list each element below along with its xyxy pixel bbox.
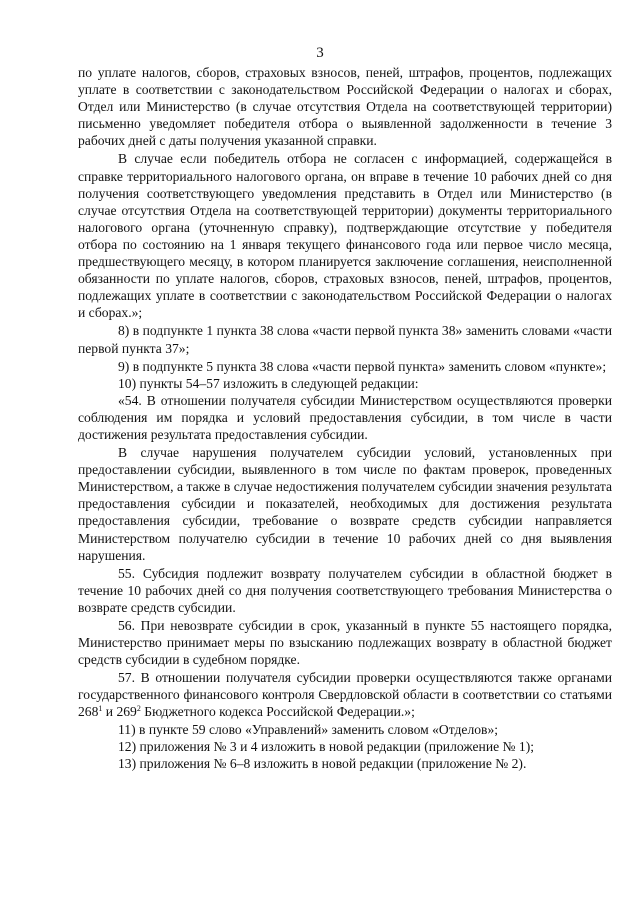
article-superscript-2: 2 (136, 704, 141, 714)
clause-57-text-end: Бюджетного кодекса Российской Федерации.»; (140, 704, 415, 720)
clause-54: «54. В отношении получателя субсидии Министерством осуществляются проверки соблюдения им порядка и условий предоставления субсидии, в том числе в части достижения результата предоставления субсидии. (78, 392, 612, 442)
list-item-13: 13) приложения № 6–8 изложить в новой редакции (приложение № 2). (118, 755, 527, 771)
list-item-11: 11) в пункте 59 слово «Управлений» заменить словом «Отделов»; (118, 721, 499, 737)
paragraph-continuation: по уплате налогов, сборов, страховых взносов, пеней, штрафов, процентов, подлежащих уплате в соответствии с законодательством Российской Федерации о налогах и сборах, Отдел или Министерство (в случае отсутствия Отдела на соответствующей территории) письменно уведомляет победителя отбора о выявленной задолженности в течение 3 рабочих дней с даты получения указанной справки. (78, 65, 612, 149)
list-item-8: 8) в подпункте 1 пункта 38 слова «части первой пункта 38» заменить словами «части первой пункта 37»; (78, 323, 612, 356)
article-superscript-1: 1 (98, 704, 103, 714)
clause-57 (78, 669, 612, 720)
list-item-10: 10) пункты 54–57 изложить в следующей редакции: (118, 375, 419, 391)
list-item-9: 9) в подпункте 5 пункта 38 слова «части первой пункта» заменить словом «пункте»; (118, 358, 607, 374)
list-item-12: 12) приложения № 3 и 4 изложить в новой редакции (приложение № 1); (118, 738, 535, 754)
clause-57-text-middle: и 269 (102, 704, 137, 720)
clause-55: 55. Субсидия подлежит возврату получателем субсидии в областной бюджет в течение 10 рабочих дней со дня получения соответствующего требования Министерства о возврате средств субсидии. (78, 565, 612, 615)
document-body (78, 64, 612, 772)
clause-56: 56. При невозврате субсидии в срок, указанный в пункте 55 настоящего порядка, Министерство принимает меры по взысканию подлежащих возврату в областной бюджет средств субсидии в судебном порядке. (78, 618, 612, 668)
clause-57-text-start: 57. В отношении получателя субсидии проверки осуществляются также органами государственного финансового контроля Свердловской области в соответствии со статьями 268 (78, 670, 612, 720)
paragraph-violation: В случае нарушения получателем субсидии условий, установленных при предоставлении субсидии, выявленного в том числе по фактам проверок, проведенных Министерством, а также в случае недостижения получателем субсидии значения результата предоставления субсидии и показателей, необходимых для достижения результата предоставления субсидии, требование о возврате средств субсидии направляется Министерством получателю субсидии в течение 10 рабочих дней со дня выявления нарушения. (78, 445, 612, 563)
paragraph-disagreement: В случае если победитель отбора не согласен с информацией, содержащейся в справке территориального налогового органа, он вправе в течение 10 рабочих дней со дня получения соответствующего уведомления представить в Отдел или Министерство (в случае отсутствия Отдела на соответствующей территории) документы территориального налогового органа (уточненную справку), подтверждающие отсутствие у победителя отбора по состоянию на 1 января текущего финансового года или первое число месяца, предшествующего месяцу, в котором планируется заключение соглашения, неисполненной обязанности по уплате налогов, сборов, страховых взносов, пеней, штрафов, процентов, подлежащих уплате в соответствии с законодательством Российской Федерации о налогах и сборах.»; (78, 151, 612, 321)
page-number: 3 (316, 45, 324, 61)
